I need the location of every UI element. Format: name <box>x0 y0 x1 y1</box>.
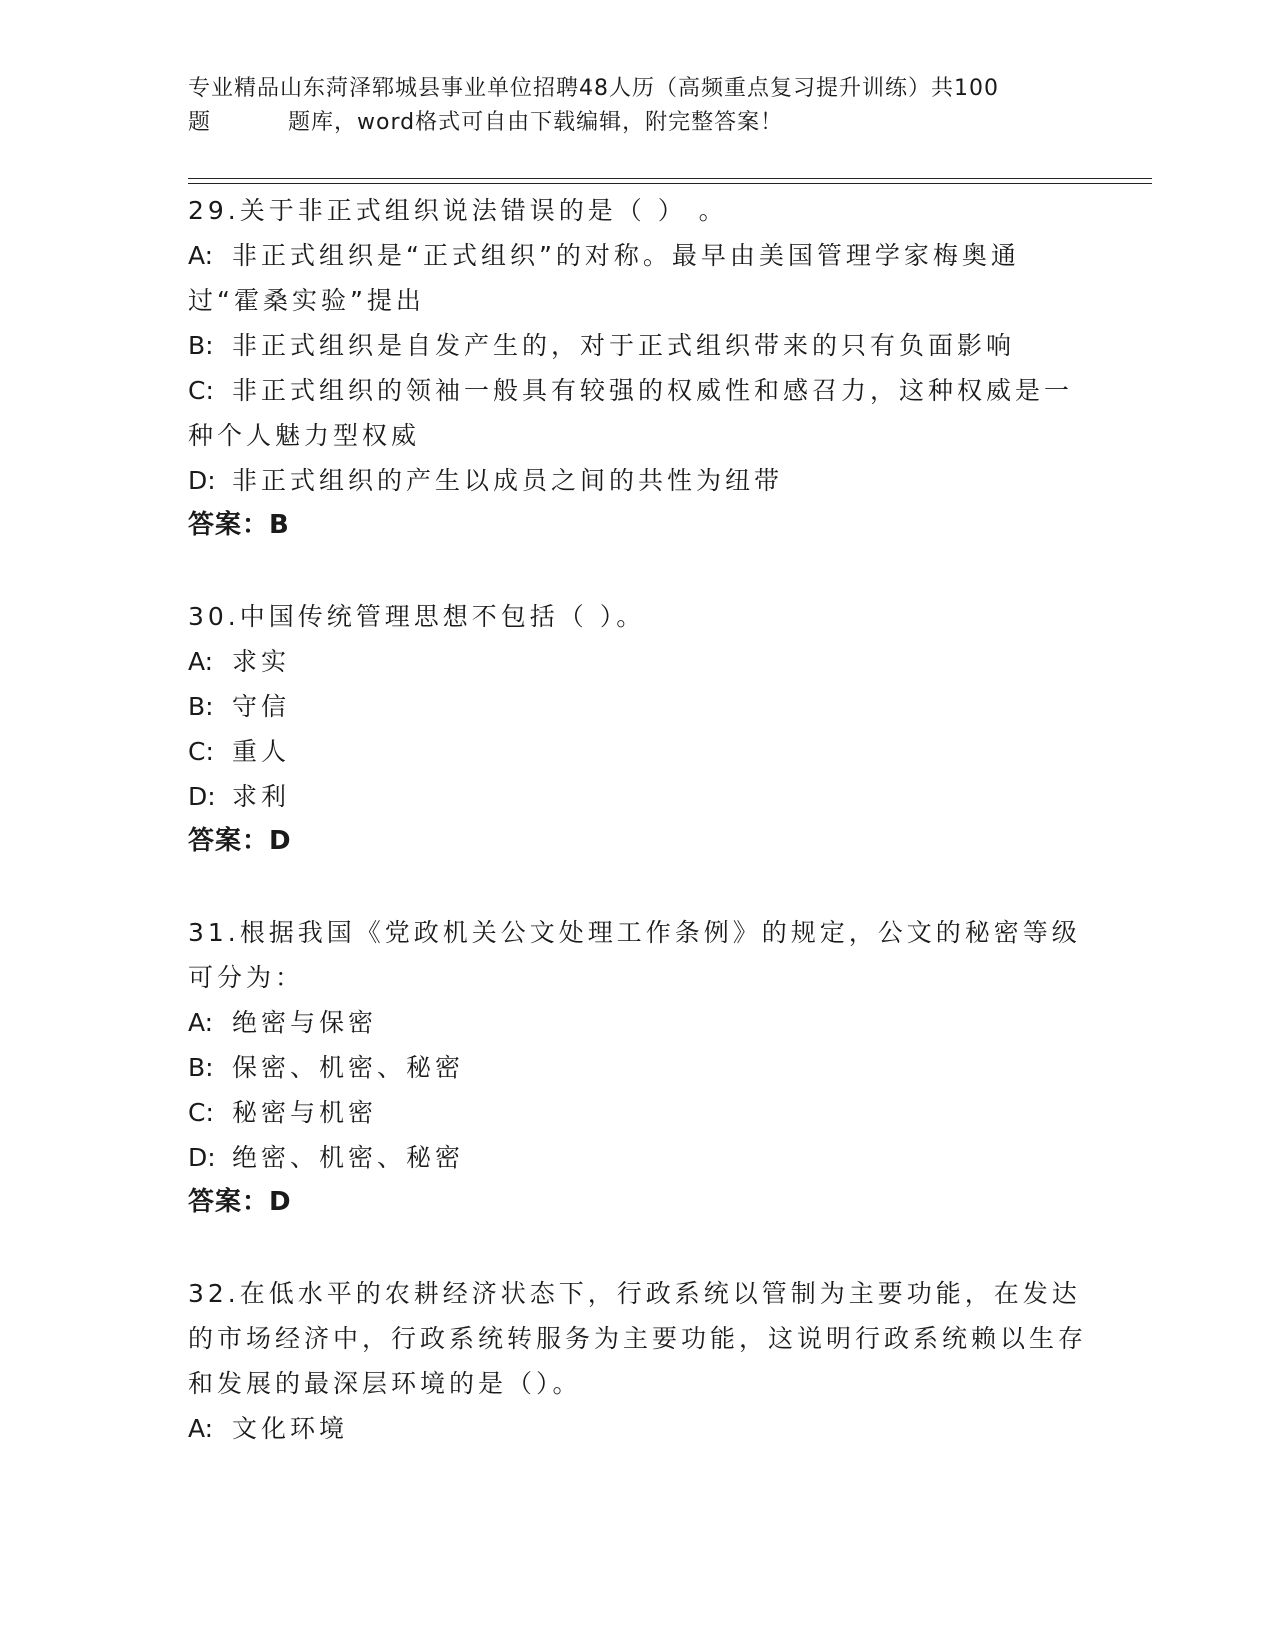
question-30 <box>188 594 1088 864</box>
option-key: B: <box>188 692 214 721</box>
option-text: 秘密与机密 <box>232 1098 378 1127</box>
option-text: 文化环境 <box>232 1414 349 1443</box>
option-d <box>188 458 1088 503</box>
answer-label: 答案：D <box>188 826 292 856</box>
option-key: D: <box>188 1143 216 1172</box>
header-title-line-1: 专业精品山东菏泽郓城县事业单位招聘48人历（高频重点复习提升训练）共100 <box>188 76 999 101</box>
option-key: D: <box>188 466 216 495</box>
option-a <box>188 1406 1088 1451</box>
option-b <box>188 684 1088 729</box>
option-b <box>188 1045 1088 1090</box>
option-d <box>188 1135 1088 1180</box>
option-a <box>188 1000 1088 1045</box>
option-key: A: <box>188 1414 214 1443</box>
header-title-line-2-rest: 题库，word格式可自由下载编辑，附完整答案！ <box>288 110 784 135</box>
option-text: 非正式组织是自发产生的，对于正式组织带来的只有负面影响 <box>232 331 1016 360</box>
option-key: B: <box>188 331 214 360</box>
option-text: 重人 <box>232 737 291 766</box>
option-text: 绝密与保密 <box>232 1008 378 1037</box>
header-divider-top <box>188 178 1152 179</box>
option-c <box>188 729 1088 774</box>
answer-label: 答案：B <box>188 510 290 540</box>
header-divider-bottom <box>188 183 1152 184</box>
option-text: 求利 <box>232 782 291 811</box>
question-text: 29.关于非正式组织说法错误的是（ ） 。 <box>188 196 728 225</box>
question-list <box>188 188 1088 1451</box>
option-key: A: <box>188 647 214 676</box>
option-key: C: <box>188 376 214 405</box>
question-text: 30.中国传统管理思想不包括（ ）。 <box>188 602 646 631</box>
option-text: 非正式组织的产生以成员之间的共性为纽带 <box>232 466 784 495</box>
option-a <box>188 639 1088 684</box>
option-c <box>188 1090 1088 1135</box>
option-d <box>188 774 1088 819</box>
document-header <box>188 72 1088 140</box>
option-text: 非正式组织是“正式组织”的对称。最早由美国管理学家梅奥通过“霍桑实验”提出 <box>188 241 1020 315</box>
option-b <box>188 323 1088 368</box>
option-text: 守信 <box>232 692 291 721</box>
question-29 <box>188 188 1088 548</box>
question-31 <box>188 910 1088 1225</box>
header-title-line-2-lead: 题 <box>188 110 212 135</box>
option-key: B: <box>188 1053 214 1082</box>
option-key: C: <box>188 1098 214 1127</box>
option-key: A: <box>188 241 214 270</box>
answer-label: 答案：D <box>188 1187 292 1217</box>
question-text: 32.在低水平的农耕经济状态下，行政系统以管制为主要功能，在发达的市场经济中，行政系统转服务为主要功能，这说明行政系统赖以生存和发展的最深层环境的是（）。 <box>188 1279 1088 1398</box>
option-text: 非正式组织的领袖一般具有较强的权威性和感召力，这种权威是一种个人魅力型权威 <box>188 376 1074 450</box>
option-key: C: <box>188 737 214 766</box>
header-title-line-2 <box>188 106 1088 140</box>
question-text: 31.根据我国《党政机关公文处理工作条例》的规定，公文的秘密等级可分为： <box>188 918 1081 992</box>
option-text: 绝密、机密、秘密 <box>232 1143 465 1172</box>
question-32 <box>188 1271 1088 1451</box>
option-text: 求实 <box>232 647 291 676</box>
option-a <box>188 233 1088 323</box>
option-key: A: <box>188 1008 214 1037</box>
option-c <box>188 368 1088 458</box>
option-key: D: <box>188 782 216 811</box>
option-text: 保密、机密、秘密 <box>232 1053 465 1082</box>
